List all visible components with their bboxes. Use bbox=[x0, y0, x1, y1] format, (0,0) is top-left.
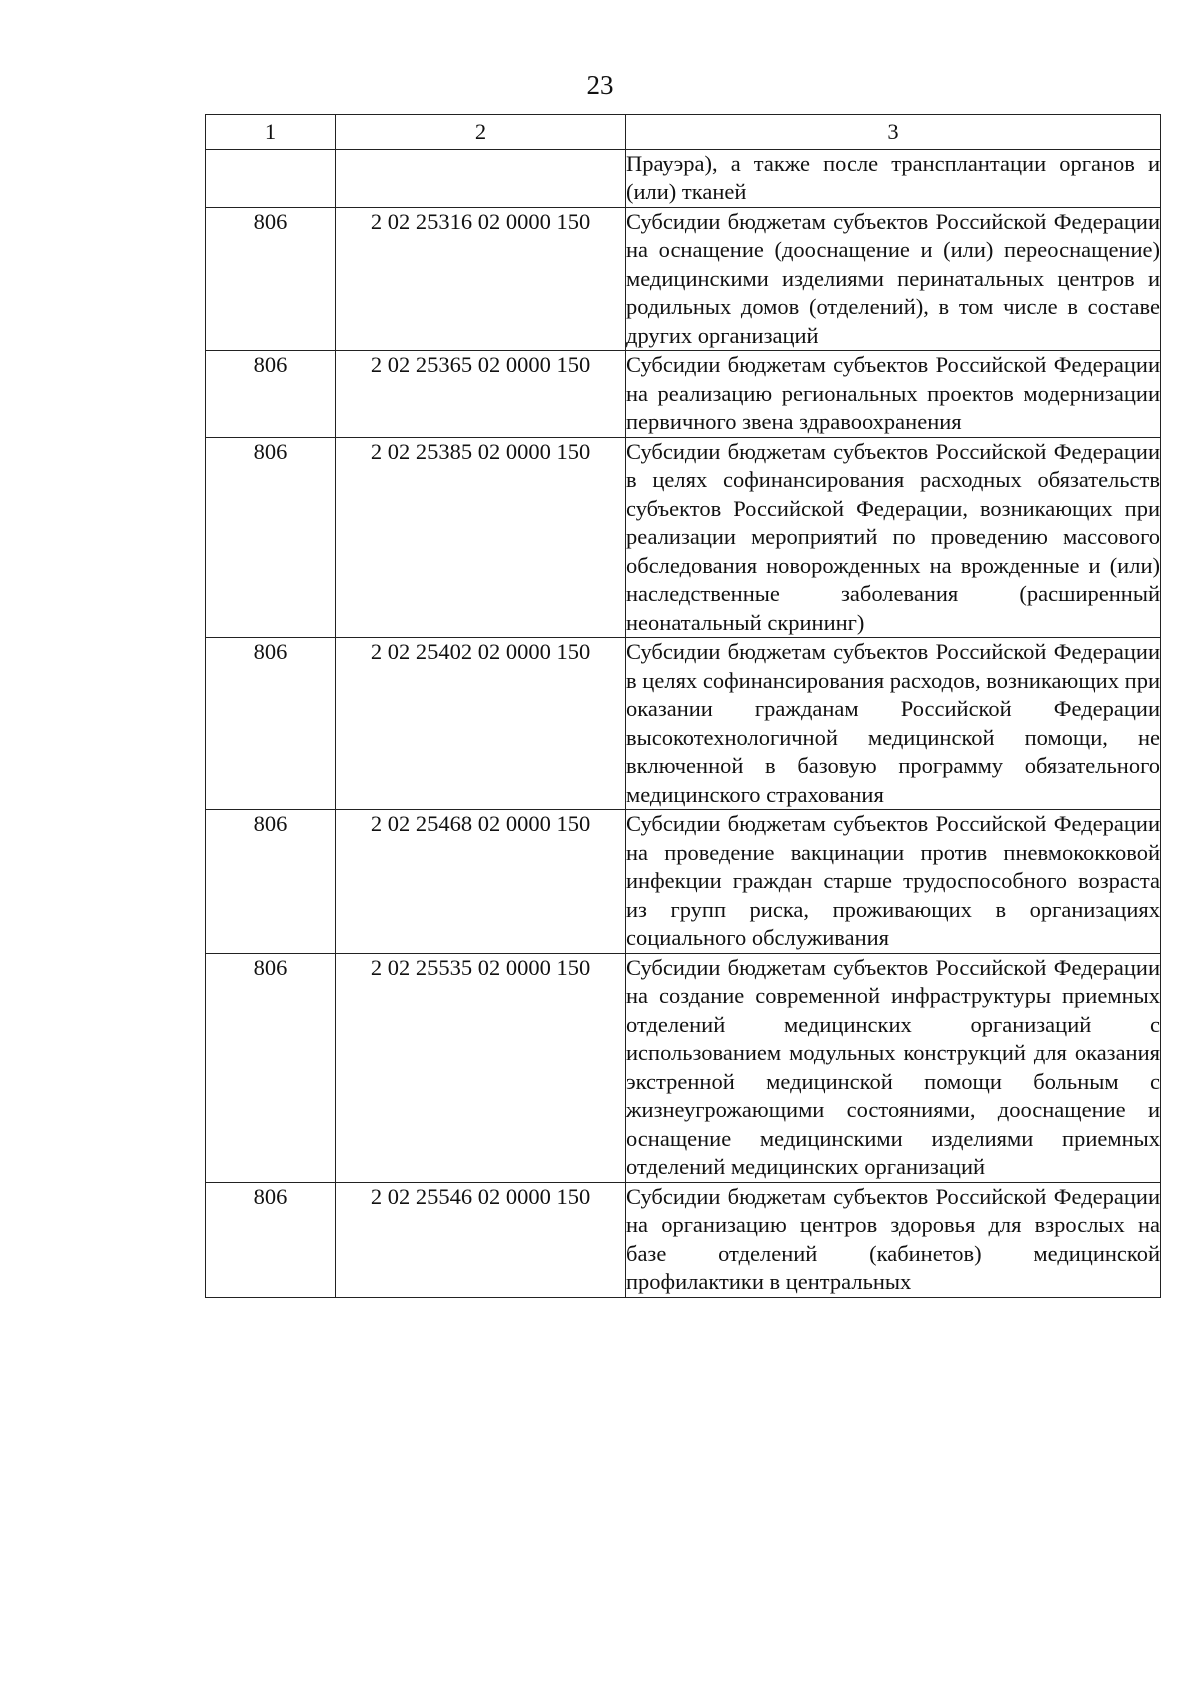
income-description: Субсидии бюджетам субъектов Российской Федерации на создание современной инфраструктуры приемных отделений медицинских организаций с использованием модульных конструкций для оказания экстренной медицинской помощи больным с жизнеугрожающими состояниями, дооснащение и оснащение медицинскими изделиями приемных отделений медицинских организаций bbox=[626, 953, 1161, 1182]
column-header-1: 1 bbox=[206, 115, 336, 150]
budget-classification-code: 2 02 25402 02 0000 150 bbox=[336, 638, 626, 810]
table-row bbox=[206, 207, 1161, 351]
income-description: Субсидии бюджетам субъектов Российской Федерации на реализацию региональных проектов модернизации первичного звена здравоохранения bbox=[626, 351, 1161, 438]
column-header-3: 3 bbox=[626, 115, 1161, 150]
income-description: Субсидии бюджетам субъектов Российской Федерации на проведение вакцинации против пневмококковой инфекции граждан старше трудоспособного возраста из групп риска, проживающих в организациях социального обслуживания bbox=[626, 810, 1161, 954]
table-header-row bbox=[206, 115, 1161, 150]
table-row bbox=[206, 810, 1161, 954]
income-description: Субсидии бюджетам субъектов Российской Федерации в целях софинансирования расходных обязательств субъектов Российской Федерации, возникающих при реализации мероприятий по проведению массового обследования новорожденных на врожденные и (или) наследственные заболевания (расширенный неонатальный скрининг) bbox=[626, 437, 1161, 638]
admin-code: 806 bbox=[206, 207, 336, 351]
budget-classification-code: 2 02 25385 02 0000 150 bbox=[336, 437, 626, 638]
table-row bbox=[206, 351, 1161, 438]
budget-codes-table bbox=[205, 114, 1161, 1298]
admin-code: 806 bbox=[206, 351, 336, 438]
budget-classification-code: 2 02 25468 02 0000 150 bbox=[336, 810, 626, 954]
budget-classification-code: 2 02 25546 02 0000 150 bbox=[336, 1182, 626, 1297]
budget-classification-code: 2 02 25365 02 0000 150 bbox=[336, 351, 626, 438]
column-header-2: 2 bbox=[336, 115, 626, 150]
income-description: Субсидии бюджетам субъектов Российской Федерации на оснащение (дооснащение и (или) переоснащение) медицинскими изделиями перинатальных центров и родильных домов (отделений), в том числе в составе других организаций bbox=[626, 207, 1161, 351]
continuation-code-cell bbox=[336, 149, 626, 207]
admin-code: 806 bbox=[206, 810, 336, 954]
continuation-admin-cell bbox=[206, 149, 336, 207]
admin-code: 806 bbox=[206, 437, 336, 638]
table-row bbox=[206, 437, 1161, 638]
table-row bbox=[206, 638, 1161, 810]
page-number: 23 bbox=[586, 70, 614, 100]
income-description: Субсидии бюджетам субъектов Российской Федерации на организацию центров здоровья для взрослых на базе отделений (кабинетов) медицинской профилактики в центральных bbox=[626, 1182, 1161, 1297]
continuation-text: Прауэра), а также после трансплантации органов и (или) тканей bbox=[626, 149, 1161, 207]
table-row bbox=[206, 1182, 1161, 1297]
continuation-row bbox=[206, 149, 1161, 207]
budget-classification-code: 2 02 25535 02 0000 150 bbox=[336, 953, 626, 1182]
admin-code: 806 bbox=[206, 953, 336, 1182]
admin-code: 806 bbox=[206, 1182, 336, 1297]
budget-classification-code: 2 02 25316 02 0000 150 bbox=[336, 207, 626, 351]
table-row bbox=[206, 953, 1161, 1182]
income-description: Субсидии бюджетам субъектов Российской Федерации в целях софинансирования расходов, возникающих при оказании гражданам Российской Федерации высокотехнологичной медицинской помощи, не включенной в базовую программу обязательного медицинского страхования bbox=[626, 638, 1161, 810]
admin-code: 806 bbox=[206, 638, 336, 810]
